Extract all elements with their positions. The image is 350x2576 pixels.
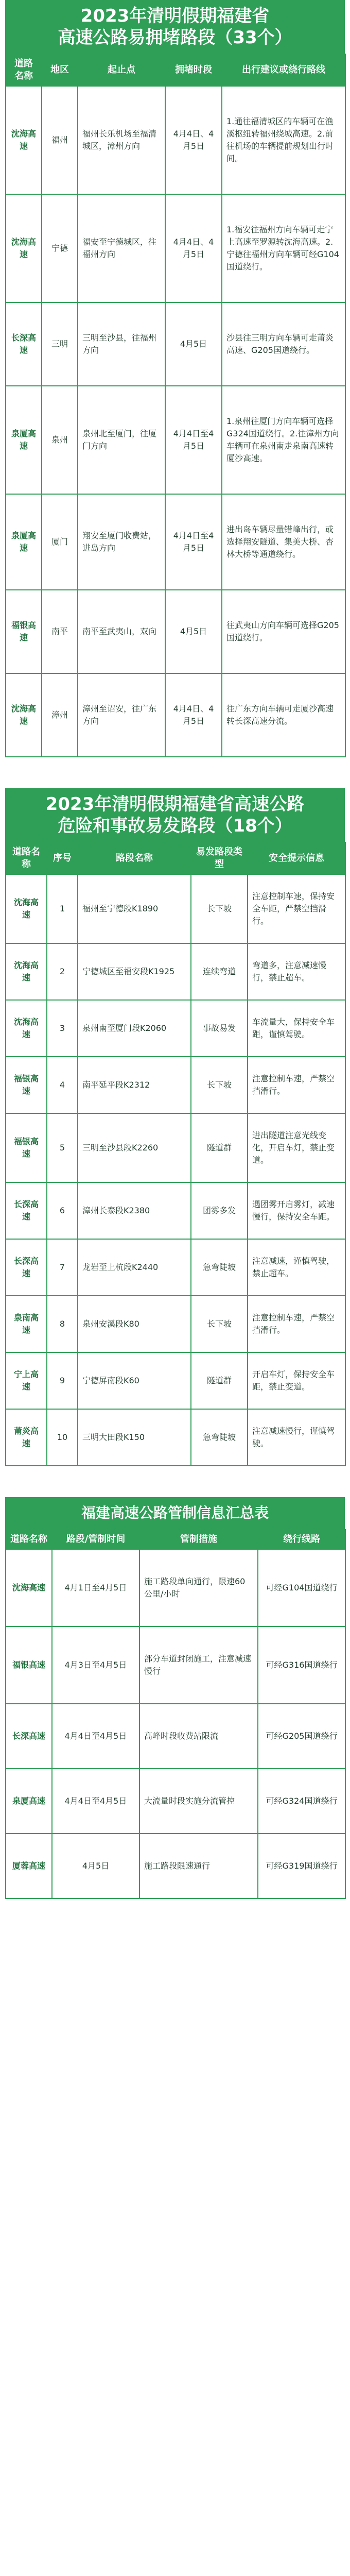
congestion-row-cell: 4月4日、4月5日 xyxy=(165,194,222,302)
control-row-cell: 厦蓉高速 xyxy=(6,1834,52,1899)
control-row-cell: 部分车道封闭施工，注意减速慢行 xyxy=(139,1626,258,1704)
control-row xyxy=(6,1704,345,1769)
congestion-row xyxy=(6,494,345,590)
danger-row-cell: 福银高速 xyxy=(6,1113,47,1182)
danger-row-cell: 泉州安溪段K80 xyxy=(78,1296,191,1352)
danger-row-cell: 1 xyxy=(47,874,78,943)
danger-row-cell: 团雾多发 xyxy=(191,1182,248,1239)
congestion-header-road: 道路名称 xyxy=(6,54,42,86)
danger-row-cell: 南平延平段K2312 xyxy=(78,1057,191,1113)
congestion-row-cell: 漳州 xyxy=(42,673,78,757)
danger-row xyxy=(6,1409,345,1466)
congestion-row-cell: 1.泉州往厦门方向车辆可选择G324国道绕行。2.往漳州方向车辆可在泉州南走泉南高速转厦沙高速。 xyxy=(222,386,345,494)
danger-header-tip: 安全提示信息 xyxy=(248,842,345,874)
danger-row-cell: 3 xyxy=(47,1000,78,1057)
congestion-row-cell: 4月5日 xyxy=(165,302,222,386)
danger-row xyxy=(6,1000,345,1057)
danger-row-cell: 注意控制车速，严禁空挡滑行。 xyxy=(248,1296,345,1352)
danger-row-cell: 隧道群 xyxy=(191,1352,248,1409)
congestion-header-area: 地区 xyxy=(42,54,78,86)
control-row-cell: 可经G324国道绕行 xyxy=(258,1769,345,1834)
danger-row-cell: 连续弯道 xyxy=(191,943,248,1000)
control-row-cell: 可经G205国道绕行 xyxy=(258,1704,345,1769)
control-row-cell: 泉厦高速 xyxy=(6,1769,52,1834)
danger-title xyxy=(5,788,345,842)
control-header-detour: 绕行线路 xyxy=(258,1530,345,1549)
danger-row-cell: 宁德城区至福安段K1925 xyxy=(78,943,191,1000)
danger-row-cell: 三明大田段K150 xyxy=(78,1409,191,1466)
congestion-row-cell: 4月4日至4月5日 xyxy=(165,494,222,590)
danger-title-line1: 2023年清明假期福建省高速公路 xyxy=(45,794,305,815)
congestion-row-cell: 翔安至厦门收费站，进岛方向 xyxy=(78,494,165,590)
danger-row xyxy=(6,1296,345,1352)
congestion-row-cell: 沈海高速 xyxy=(6,86,42,194)
section-congestion xyxy=(5,0,345,757)
congestion-row-cell: 沙县往三明方向车辆可走莆炎高速、G205国道绕行。 xyxy=(222,302,345,386)
control-row-cell: 高峰时段收费站限流 xyxy=(139,1704,258,1769)
control-row xyxy=(6,1626,345,1704)
danger-row-cell: 开启车灯，保持安全车距，禁止变道。 xyxy=(248,1352,345,1409)
congestion-header-range: 起止点 xyxy=(78,54,165,86)
congestion-row-cell: 三明 xyxy=(42,302,78,386)
congestion-row-cell: 沈海高速 xyxy=(6,194,42,302)
danger-row-cell: 泉州南至厦门段K2060 xyxy=(78,1000,191,1057)
control-row-cell: 沈海高速 xyxy=(6,1549,52,1626)
congestion-row-cell: 4月4日、4月5日 xyxy=(165,673,222,757)
congestion-row-cell: 沈海高速 xyxy=(6,673,42,757)
congestion-row-cell: 厦门 xyxy=(42,494,78,590)
congestion-row-cell: 福州 xyxy=(42,86,78,194)
control-row xyxy=(6,1549,345,1626)
control-row-cell: 福银高速 xyxy=(6,1626,52,1704)
congestion-row-cell: 4月4日、4月5日 xyxy=(165,86,222,194)
danger-row-cell: 5 xyxy=(47,1113,78,1182)
control-row-cell: 4月1日至4月5日 xyxy=(52,1549,139,1626)
danger-row-cell: 长下坡 xyxy=(191,874,248,943)
congestion-row-cell: 南平 xyxy=(42,590,78,673)
danger-row xyxy=(6,1182,345,1239)
danger-row-cell: 注意控制车速，保持安全车距，严禁空挡滑行。 xyxy=(248,874,345,943)
danger-row-cell: 长下坡 xyxy=(191,1057,248,1113)
danger-row-cell: 4 xyxy=(47,1057,78,1113)
control-title-line1: 福建高速公路管制信息汇总表 xyxy=(81,1504,269,1521)
section-danger xyxy=(5,788,345,1466)
control-header-measure: 管制措施 xyxy=(139,1530,258,1549)
danger-row-cell: 车流量大，保持安全车距，谨慎驾驶。 xyxy=(248,1000,345,1057)
danger-header-no: 序号 xyxy=(47,842,78,874)
danger-row-cell: 注意控制车速，严禁空挡滑行。 xyxy=(248,1057,345,1113)
control-row-cell: 长深高速 xyxy=(6,1704,52,1769)
congestion-row xyxy=(6,386,345,494)
congestion-row-cell: 1.福安往福州方向车辆可走宁上高速至罗源转沈海高速。2.宁德往福州方向车辆可经G104国道绕行。 xyxy=(222,194,345,302)
congestion-row xyxy=(6,590,345,673)
control-row-cell: 可经G319国道绕行 xyxy=(258,1834,345,1899)
danger-row xyxy=(6,1113,345,1182)
control-row-cell: 可经G316国道绕行 xyxy=(258,1626,345,1704)
congestion-header-advice: 出行建议或绕行路线 xyxy=(222,54,345,86)
danger-row-cell: 6 xyxy=(47,1182,78,1239)
congestion-title-line1: 2023年清明假期福建省 xyxy=(80,6,270,26)
control-row-cell: 施工路段单向通行，限速60公里/小时 xyxy=(139,1549,258,1626)
danger-row-cell: 三明至沙县段K2260 xyxy=(78,1113,191,1182)
danger-row-cell: 沈海高速 xyxy=(6,943,47,1000)
danger-row-cell: 急弯陡坡 xyxy=(191,1239,248,1296)
control-header-road: 道路名称 xyxy=(6,1530,52,1549)
congestion-row-cell: 福州长乐机场至福清城区，漳州方向 xyxy=(78,86,165,194)
congestion-row-cell: 福安至宁德城区，往福州方向 xyxy=(78,194,165,302)
congestion-row-cell: 福银高速 xyxy=(6,590,42,673)
danger-row-cell: 泉南高速 xyxy=(6,1296,47,1352)
danger-row-cell: 急弯陡坡 xyxy=(191,1409,248,1466)
control-row-cell: 4月4日至4月5日 xyxy=(52,1769,139,1834)
congestion-row-cell: 长深高速 xyxy=(6,302,42,386)
congestion-row-cell: 1.通往福清城区的车辆可在渔溪枢纽转福州绕城高速。2.前往机场的车辆提前规划出行时间。 xyxy=(222,86,345,194)
danger-row-cell: 沈海高速 xyxy=(6,874,47,943)
danger-row-cell: 7 xyxy=(47,1239,78,1296)
danger-row-cell: 漳州长泰段K2380 xyxy=(78,1182,191,1239)
congestion-row-cell: 泉厦高速 xyxy=(6,494,42,590)
danger-row-cell: 宁德屏南段K60 xyxy=(78,1352,191,1409)
control-row-cell: 4月5日 xyxy=(52,1834,139,1899)
danger-row-cell: 遇团雾开启雾灯，减速慢行，保持安全车距。 xyxy=(248,1182,345,1239)
danger-row-cell: 9 xyxy=(47,1352,78,1409)
congestion-row-cell: 往武夷山方向车辆可选择G205国道绕行。 xyxy=(222,590,345,673)
congestion-row-cell: 南平至武夷山，双向 xyxy=(78,590,165,673)
congestion-row-cell: 4月5日 xyxy=(165,590,222,673)
danger-header-section: 路段名称 xyxy=(78,842,191,874)
danger-row-cell: 长下坡 xyxy=(191,1296,248,1352)
congestion-row-cell: 泉州 xyxy=(42,386,78,494)
congestion-header-time: 拥堵时段 xyxy=(165,54,222,86)
danger-row-cell: 注意减速，谨慎驾驶，禁止超车。 xyxy=(248,1239,345,1296)
danger-header-type: 易发路段类型 xyxy=(191,842,248,874)
congestion-row xyxy=(6,194,345,302)
congestion-row-cell: 往广东方向车辆可走厦沙高速转长深高速分流。 xyxy=(222,673,345,757)
congestion-row-cell: 进出岛车辆尽量错峰出行，或选择翔安隧道、集美大桥、杏林大桥等通道绕行。 xyxy=(222,494,345,590)
danger-header-road: 道路名称 xyxy=(6,842,47,874)
congestion-row-cell: 泉厦高速 xyxy=(6,386,42,494)
danger-row xyxy=(6,1352,345,1409)
control-row xyxy=(6,1769,345,1834)
danger-row-cell: 隧道群 xyxy=(191,1113,248,1182)
congestion-title-line2: 高速公路易拥堵路段（33个） xyxy=(58,27,292,48)
danger-row-cell: 沈海高速 xyxy=(6,1000,47,1057)
control-row-cell: 施工路段限速通行 xyxy=(139,1834,258,1899)
congestion-row xyxy=(6,673,345,757)
congestion-row xyxy=(6,86,345,194)
congestion-row-cell: 4月4日至4月5日 xyxy=(165,386,222,494)
danger-row xyxy=(6,1057,345,1113)
congestion-row-cell: 三明至沙县，往福州方向 xyxy=(78,302,165,386)
danger-row-cell: 事故易发 xyxy=(191,1000,248,1057)
congestion-row-cell: 宁德 xyxy=(42,194,78,302)
danger-row-cell: 弯道多，注意减速慢行，禁止超车。 xyxy=(248,943,345,1000)
congestion-row-cell: 泉州北至厦门，往厦门方向 xyxy=(78,386,165,494)
control-header-time: 路段/管制时间 xyxy=(52,1530,139,1549)
control-row-cell: 大流量时段实施分流管控 xyxy=(139,1769,258,1834)
control-row-cell: 4月4日至4月5日 xyxy=(52,1704,139,1769)
danger-row-cell: 宁上高速 xyxy=(6,1352,47,1409)
danger-row-cell: 长深高速 xyxy=(6,1182,47,1239)
danger-title-line2: 危险和事故易发路段（18个） xyxy=(58,816,292,836)
section-control xyxy=(5,1497,345,1899)
danger-row-cell: 2 xyxy=(47,943,78,1000)
control-table xyxy=(5,1529,346,1899)
danger-row-cell: 进出隧道注意光线变化，开启车灯，禁止变道。 xyxy=(248,1113,345,1182)
danger-row xyxy=(6,874,345,943)
danger-row xyxy=(6,1239,345,1296)
congestion-row-cell: 漳州至诏安，往广东方向 xyxy=(78,673,165,757)
danger-row-cell: 8 xyxy=(47,1296,78,1352)
control-title xyxy=(5,1497,345,1529)
control-row-cell: 4月3日至4月5日 xyxy=(52,1626,139,1704)
danger-row-cell: 10 xyxy=(47,1409,78,1466)
danger-table xyxy=(5,842,346,1466)
danger-row-cell: 龙岩至上杭段K2440 xyxy=(78,1239,191,1296)
danger-row-cell: 注意减速慢行，谨慎驾驶。 xyxy=(248,1409,345,1466)
danger-row-cell: 福州至宁德段K1890 xyxy=(78,874,191,943)
control-row-cell: 可经G104国道绕行 xyxy=(258,1549,345,1626)
danger-row xyxy=(6,943,345,1000)
danger-row-cell: 长深高速 xyxy=(6,1239,47,1296)
congestion-title xyxy=(5,0,345,54)
danger-row-cell: 福银高速 xyxy=(6,1057,47,1113)
congestion-row xyxy=(6,302,345,386)
control-row xyxy=(6,1834,345,1899)
danger-row-cell: 莆炎高速 xyxy=(6,1409,47,1466)
congestion-table xyxy=(5,54,346,757)
